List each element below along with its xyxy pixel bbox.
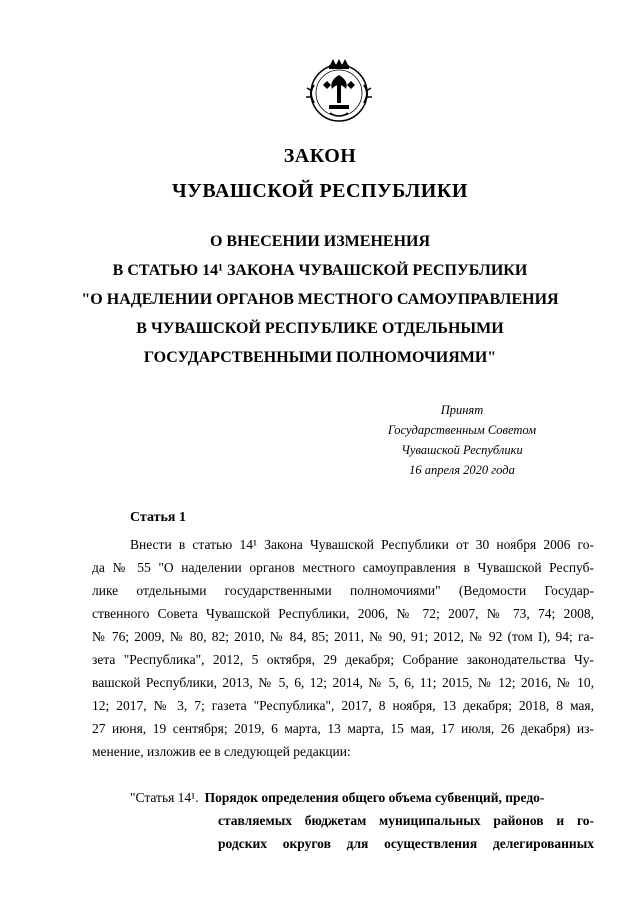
subtitle-line: "О НАДЕЛЕНИИ ОРГАНОВ МЕСТНОГО САМОУПРАВЛЕНИЯ — [81, 291, 559, 308]
body-line: лике отдельными государственными полномочиями" (Ведомости Государ- — [92, 583, 594, 598]
body-line: вашской Республики, 2013, № 5, 6, 12; 2014, № 5, 6, 11; 2015, № 12; 2016, № 10, — [92, 675, 594, 690]
coat-of-arms-icon — [300, 55, 378, 125]
body-line: Внести в статью 14¹ Закона Чувашской Республики от 30 ноября 2006 го- — [130, 537, 594, 552]
article-body — [92, 533, 594, 763]
subtitle-line: В ЧУВАШСКОЙ РЕСПУБЛИКЕ ОТДЕЛЬНЫМИ — [136, 320, 504, 337]
quoted-article — [130, 786, 594, 855]
quoted-article-title-cont: ставляемых бюджетам муниципальных районов и го- — [218, 813, 594, 828]
body-line: ственного Совета Чувашской Республики, 2006, № 72; 2007, № 73, 74; 2008, — [92, 606, 594, 621]
adoption-line: Чувашской Республики — [401, 443, 523, 457]
article-heading: Статья 1 — [130, 510, 186, 525]
subtitle-line: В СТАТЬЮ 14¹ ЗАКОНА ЧУВАШСКОЙ РЕСПУБЛИКИ — [112, 262, 528, 279]
document-subtitle — [0, 227, 640, 372]
body-line: № 76; 2009, № 80, 82; 2010, № 84, 85; 2011, № 90, 91; 2012, № 92 (том I), 94; га- — [92, 629, 594, 644]
adoption-line: Государственным Советом — [387, 423, 537, 437]
body-line: да № 55 "О наделении органов местного самоуправления в Чувашской Респуб- — [92, 560, 594, 575]
adoption-line: Принят — [440, 403, 484, 417]
adoption-note — [342, 400, 582, 480]
document-title-line1: ЗАКОН — [283, 145, 357, 167]
quoted-article-title-cont: родских округов для осуществления делегированных — [218, 836, 594, 851]
document-title-line2: ЧУВАШСКОЙ РЕСПУБЛИКИ — [172, 180, 468, 202]
body-line: 12; 2017, № 3, 7; газета "Республика", 2017, 8 ноября, 13 декабря; 2018, 8 мая, — [92, 698, 594, 713]
subtitle-line: О ВНЕСЕНИИ ИЗМЕНЕНИЯ — [209, 233, 431, 250]
quoted-article-title: Порядок определения общего объема субвенций, предо- — [204, 790, 545, 805]
body-line: менение, изложив ее в следующей редакции: — [92, 744, 351, 759]
body-line: 27 июня, 19 сентября; 2019, 6 марта, 13 марта, 15 мая, 17 июля, 26 декабря) из- — [92, 721, 594, 736]
quoted-article-label: "Статья 14¹. — [130, 790, 199, 805]
subtitle-line: ГОСУДАРСТВЕННЫМИ ПОЛНОМОЧИЯМИ" — [143, 349, 497, 366]
body-line: зета "Республика", 2012, 5 октября, 29 декабря; Собрание законодательства Чу- — [92, 652, 594, 667]
adoption-date: 16 апреля 2020 года — [409, 463, 515, 477]
